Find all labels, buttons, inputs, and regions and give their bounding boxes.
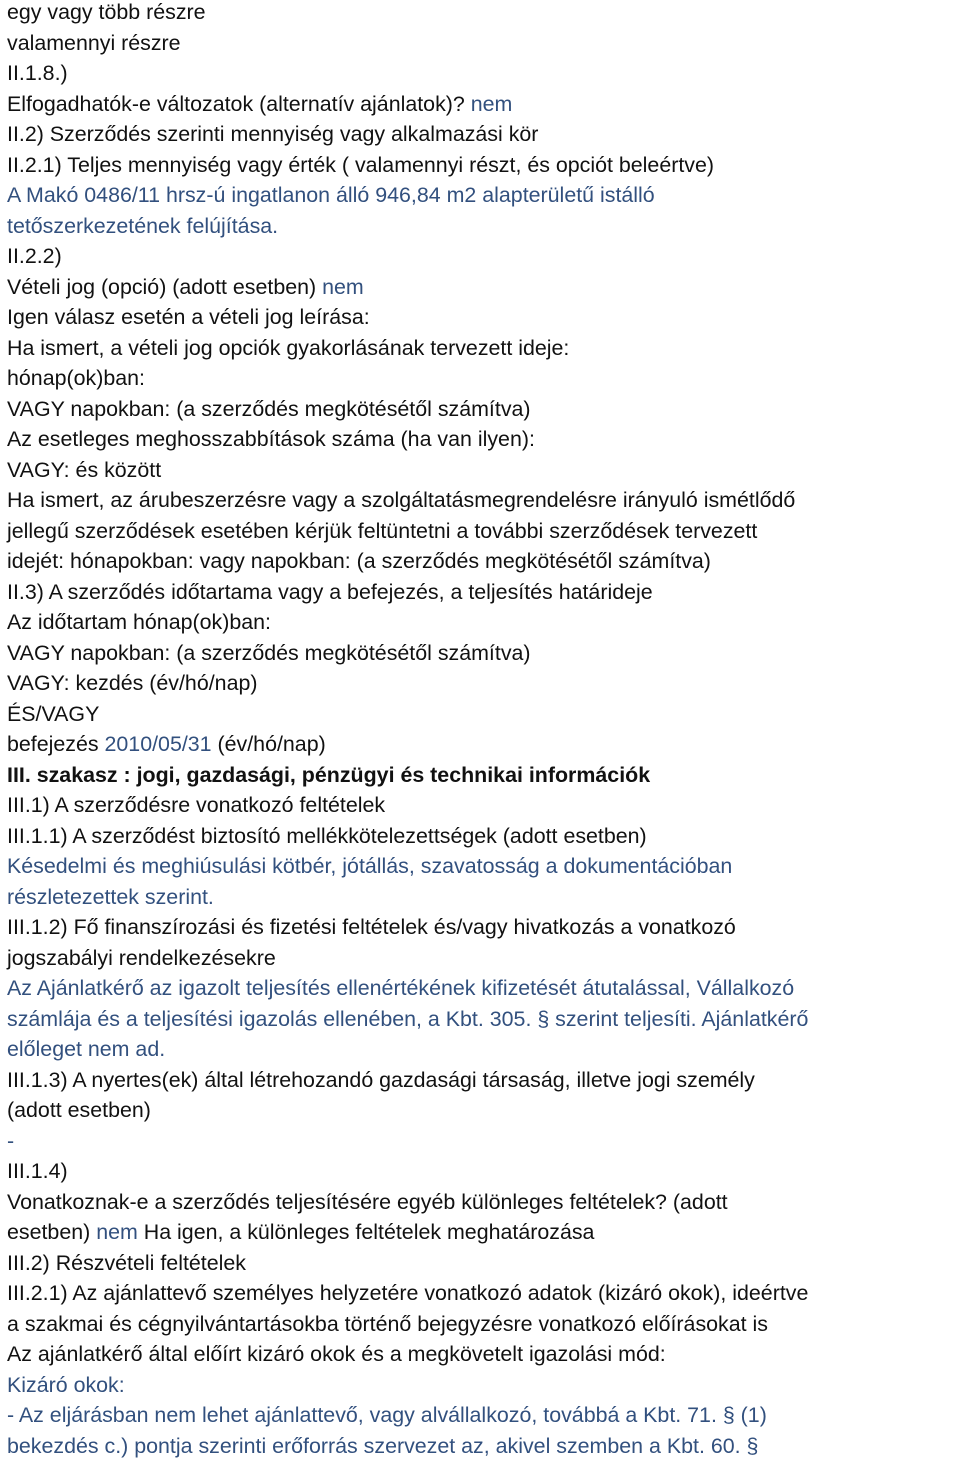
label-text: a szakmai és cégnyilvántartásokba történő bejegyzésre vonatkozó előírásokat is [7,1311,768,1336]
text-line [7,89,957,120]
label-text: Vonatkoznak-e a szerződés teljesítésére egyéb különleges feltételek? (adott [7,1189,728,1214]
text-line [7,760,957,791]
text-line [7,821,957,852]
answer-text: nem [470,91,513,116]
text-line [7,882,957,913]
text-line [7,394,957,425]
text-line [7,1339,957,1370]
text-line [7,1309,957,1340]
text-line [7,546,957,577]
answer-text: előleget nem ad. [7,1037,166,1061]
text-line [7,58,957,89]
text-line [7,455,957,486]
text-line [7,1126,957,1157]
answer-text: 2010/05/31 [104,732,212,756]
label-text: III.1.3) A nyertes(ek) által létrehozandó gazdasági társaság, illetve jogi személy [7,1067,755,1092]
text-line [7,424,957,455]
text-line [7,211,957,242]
answer-text: számlája és a teljesítési igazolás ellenében, a Kbt. 305. § szerint teljesíti. Ajánlatkérő [7,1006,809,1031]
label-text: VAGY: kezdés (év/hó/nap) [7,671,258,695]
label-text: II.2.2) [7,244,62,268]
text-line [7,333,957,364]
answer-text: bekezdés c.) pontja szerinti erőforrás szervezet az, akivel szemben a Kbt. 60. § [7,1433,759,1458]
text-line [7,1248,957,1279]
answer-text: tetőszerkezetének felújítása. [7,213,279,238]
text-line [7,607,957,638]
label-text: hónap(ok)ban: [7,366,145,390]
label-text: Az esetleges meghosszabbítások száma (ha van ilyen): [7,427,535,451]
text-line [7,1431,957,1462]
label-text: II.2.1) Teljes mennyiség vagy érték ( valamennyi részt, és opciót beleértve) [7,152,715,177]
label-text: II.1.8.) [7,61,68,85]
text-line [7,1034,957,1065]
label-text: Ha igen, a különleges feltételek meghatározása [137,1220,595,1244]
section-heading: III. szakasz : jogi, gazdasági, pénzügyi és technikai információk [7,762,651,787]
label-text: VAGY napokban: (a szerződés megkötésétől számítva) [7,396,531,421]
text-line [7,272,957,303]
label-text: egy vagy több részre [7,0,206,24]
text-line [7,241,957,272]
text-line [7,973,957,1004]
label-text: ÉS/VAGY [7,701,100,726]
text-line [7,363,957,394]
text-line [7,180,957,211]
answer-text: - Az eljárásban nem lehet ajánlattevő, vagy alvállalkozó, továbbá a Kbt. 71. § (1) [7,1403,767,1427]
answer-text: Késedelmi és meghiúsulási kötbér, jótállás, szavatosság a dokumentációban [7,854,733,878]
text-line [7,485,957,516]
label-text: VAGY napokban: (a szerződés megkötésétől számítva) [7,640,531,665]
text-line [7,668,957,699]
label-text: Igen válasz esetén a vételi jog leírása: [7,305,370,329]
text-line [7,729,957,760]
text-line [7,28,957,59]
answer-text: Az Ajánlatkérő az igazolt teljesítés ellenértékének kifizetését átutalással, Vállalkozó [7,976,795,1000]
text-line [7,1156,957,1187]
text-line [7,302,957,333]
text-line [7,1187,957,1218]
label-text: III.1.4) [7,1159,68,1183]
text-line [7,150,957,181]
label-text: Elfogadhatók-e változatok (alternatív ajánlatok)? [7,91,471,116]
answer-text: A Makó 0486/11 hrsz-ú ingatlanon álló 946,84 m2 alapterületű istálló [7,183,655,207]
label-text: Ha ismert, a vételi jog opciók gyakorlásának tervezett ideje: [7,335,570,360]
label-text: II.2) Szerződés szerinti mennyiség vagy alkalmazási kör [7,122,539,146]
text-line [7,1004,957,1035]
text-line [7,1095,957,1126]
label-text: Az ajánlatkérő által előírt kizáró okok és a megkövetelt igazolási mód: [7,1342,666,1366]
label-text: jellegű szerződések esetében kérjük feltüntetni a további szerződések tervezett [7,518,758,543]
label-text: idejét: hónapokban: vagy napokban: (a szerződés megkötésétől számítva) [7,549,711,573]
answer-text: - [7,1128,15,1153]
text-line [7,790,957,821]
label-text: esetben) [7,1220,97,1244]
label-text: valamennyi részre [7,30,181,55]
text-line [7,912,957,943]
label-text: jogszabályi rendelkezésekre [7,945,276,970]
text-line [7,699,957,730]
text-line [7,943,957,974]
label-text: Az időtartam hónap(ok)ban: [7,610,271,634]
answer-text: Kizáró okok: [7,1372,125,1397]
label-text: (év/hó/nap) [211,732,326,756]
label-text: befejezés [7,732,105,756]
label-text: III.2) Részvételi feltételek [7,1250,246,1275]
text-line [7,1065,957,1096]
label-text: Ha ismert, az árubeszerzésre vagy a szolgáltatásmegrendelésre irányuló ismétlődő [7,488,796,512]
text-line [7,1217,957,1248]
label-text: III.2.1) Az ajánlattevő személyes helyzetére vonatkozó adatok (kizáró okok), ideértve [7,1281,809,1305]
text-line [7,851,957,882]
answer-text: nem [96,1220,138,1244]
label-text: III.1) A szerződésre vonatkozó feltételek [7,793,386,817]
text-line [7,1370,957,1401]
label-text: III.1.1) A szerződést biztosító mellékkötelezettségek (adott esetben) [7,823,647,848]
text-line [7,1400,957,1431]
label-text: VAGY: és között [7,457,162,482]
label-text: (adott esetben) [7,1098,151,1122]
text-line [7,1278,957,1309]
label-text: Vételi jog (opció) (adott esetben) [7,274,323,299]
text-line [7,0,957,28]
answer-text: részletezettek szerint. [7,884,214,909]
answer-text: nem [322,274,364,299]
text-line [7,516,957,547]
label-text: III.1.2) Fő finanszírozási és fizetési feltételek és/vagy hivatkozás a vonatkozó [7,915,736,939]
text-line [7,119,957,150]
text-line [7,577,957,608]
label-text: II.3) A szerződés időtartama vagy a befejezés, a teljesítés határideje [7,579,653,604]
text-line [7,638,957,669]
document-body [7,0,957,1461]
